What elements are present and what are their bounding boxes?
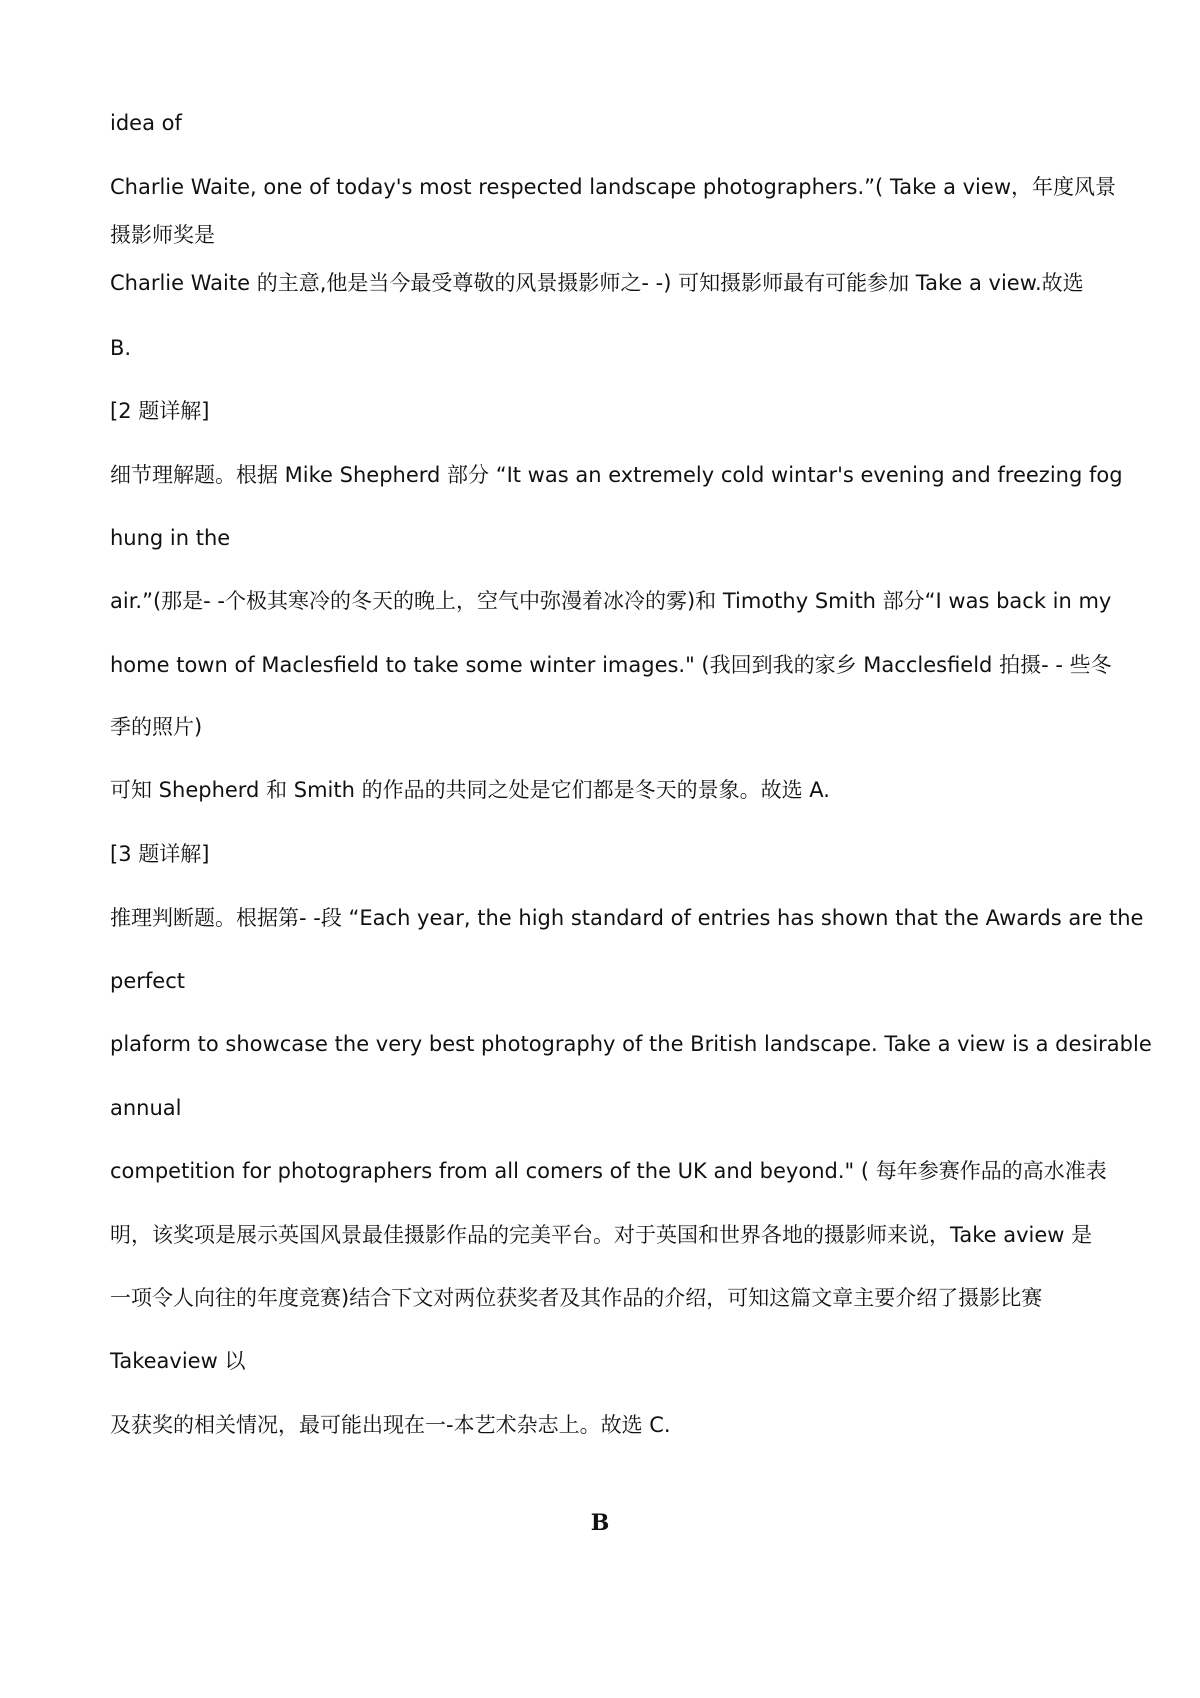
text-line: 一项令人向往的年度竞赛)结合下文对两位获奖者及其作品的介绍，可知这篇文章主要介绍了摄影比赛 <box>110 1286 1043 1310</box>
text-line: 明，该奖项是展示英国风景最佳摄影作品的完美平台。对于英国和世界各地的摄影师来说，Take aview 是 <box>110 1223 1093 1247</box>
text-line: Takeaview 以 <box>110 1349 246 1373</box>
text-line: B. <box>110 336 132 360</box>
text-line: perfect <box>110 969 185 993</box>
text-line: 可知 Shepherd 和 Smith 的作品的共同之处是它们都是冬天的景象。故选 A. <box>110 778 830 802</box>
text-line: plaform to showcase the very best photography of the British landscape. Take a view is a desirable <box>110 1032 1152 1056</box>
text-line: 季的照片) <box>110 715 203 739</box>
text-line: air.”(那是- -个极其寒冷的冬天的晚上，空气中弥漫着冰冷的雾)和 Timothy Smith 部分“I was back in my <box>110 589 1112 613</box>
text-line: hung in the <box>110 526 231 550</box>
text-line: 细节理解题。根据 Mike Shepherd 部分 “It was an extremely cold wintar's evening and freezing fog <box>110 463 1123 487</box>
text-line: Charlie Waite 的主意,他是当今最受尊敬的风景摄影师之- -) 可知摄影师最有可能参加 Take a view.故选 <box>110 271 1084 295</box>
text-line: idea of <box>110 111 182 135</box>
question-heading: [3 题详解] <box>110 842 210 866</box>
text-line: home town of Maclesfield to take some winter images." (我回到我的家乡 Macclesfield 拍摄- - 些冬 <box>110 653 1112 677</box>
section-heading: B <box>590 1510 610 1536</box>
text-line: annual <box>110 1096 182 1120</box>
text-line: 及获奖的相关情况，最可能出现在一-本艺术杂志上。故选 C. <box>110 1413 671 1437</box>
text-line: Charlie Waite, one of today's most respected landscape photographers.”( Take a view，年度风景 <box>110 175 1116 199</box>
text-line: competition for photographers from all comers of the UK and beyond." ( 每年参赛作品的高水准表 <box>110 1159 1107 1183</box>
text-line: 推理判断题。根据第- -段 “Each year, the high standard of entries has shown that the Awards are the <box>110 906 1144 930</box>
question-heading: [2 题详解] <box>110 399 210 423</box>
text-line: 摄影师奖是 <box>110 223 215 247</box>
